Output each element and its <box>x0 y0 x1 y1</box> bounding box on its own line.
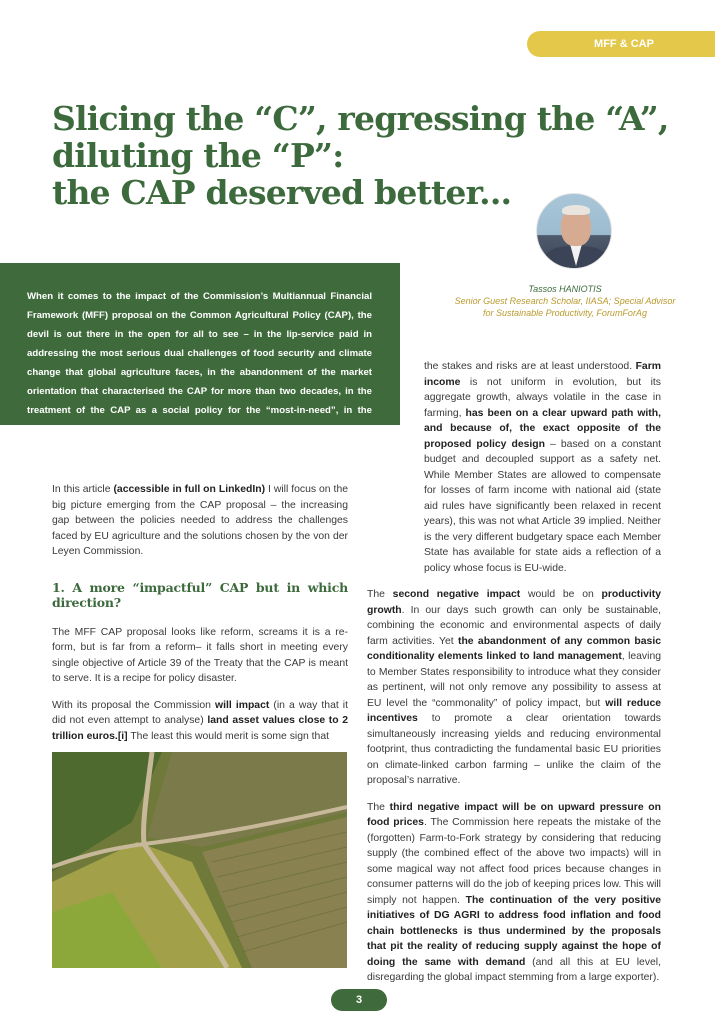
text: With its proposal the Commission <box>52 699 215 711</box>
text: would be on <box>520 589 602 600</box>
text: The <box>367 801 390 813</box>
section-heading-1: 1. A more “impactful” CAP but in which direction? <box>52 579 348 610</box>
author-portrait <box>536 193 612 269</box>
intro-paragraph <box>52 482 348 560</box>
bold-text: the abandonment of any common basic conditionality elements linked to land management <box>367 635 662 662</box>
left-column <box>52 482 348 755</box>
text: I will focus on the big picture emerging from the CAP proposal – the increasing gap between the policies needed to address the challenges faced by EU agriculture and the solutions chosen by the von der Leyen Commission. <box>52 484 348 557</box>
paragraph <box>367 359 661 576</box>
author-byline <box>440 283 690 319</box>
paragraph <box>367 587 661 789</box>
text: In this article <box>52 484 114 495</box>
title-line-1: Slicing the “C”, regressing the “A”, <box>52 99 669 138</box>
bold-text: The continuation of the very positive initiatives of DG AGRI to address food inflation and food chain bottlenecks is thus undermined by the proposals that pit the reality of reducing supply against the hope of doing the same with demand <box>367 894 662 968</box>
lead-paragraph: When it comes to the impact of the Commission’s Multiannual Financial Framework (MFF) proposal on the Common Agricultural Policy (CAP), the devil is out there in the open for all to see – in the lip-service paid in addressing the most serious dual challenges of food security and climate change that global agriculture faces, in the abandonment of the market orientation that characterised the CAP for more than two decades, in the treatment of the CAP as a social policy for the “most-in-need”, in the absence of any analysis accompanying the proposal; the list could go on... <box>0 263 400 425</box>
bold-text: Farm income <box>424 361 661 388</box>
page-number: 3 <box>331 989 387 1011</box>
paragraph: The MFF CAP proposal looks like reform, screams it is a re-form, but is far from a reform– it falls short in meeting every single objective of Article 39 of the Treaty that the CAP is meant to serve. It is a recipe for policy disaster. <box>52 626 348 684</box>
article-title <box>52 99 669 212</box>
bold-text: will reduce incentives <box>367 697 661 724</box>
text: is not uniform in evolution, but its aggregate growth, always volatile in the case in farming, <box>424 376 661 419</box>
bold-text: will impact <box>215 699 270 711</box>
author-role-line-2: for Sustainable Productivity, ForumForAg <box>483 308 647 318</box>
linkedin-reference: (accessible in full on LinkedIn) <box>113 484 266 495</box>
text: to promote a clear orientation towards simultaneously increasing yields and reducing environmental footprint, thus contradicting the fundamental basic EU priorities on climate-linked carbon farming – unlike the claim of the proposal’s narrative. <box>367 713 661 786</box>
portrait-hair <box>562 205 590 215</box>
text: The <box>367 589 393 600</box>
text: – based on a constant budget and decoupled support as a safety net. While Member States are allowed to compensate for losses of farm income with national aid (state aid rules have significantly been relaxed in recent years), this was not what Article 39 implied. Neither is the very different budgetary space each Member State has available for state aids a reflection of a policy whose focus is EU-wide. <box>424 438 662 574</box>
paragraph <box>367 800 661 986</box>
author-name: Tassos HANIOTIS <box>528 284 602 294</box>
bold-text: second negative impact <box>392 589 521 600</box>
bold-text: has been on a clear upward path with, and because of, the exact opposite of the proposed policy design <box>424 407 661 450</box>
paragraph <box>52 698 348 745</box>
text: , leaving to Member States responsibility to introduce what they consider as pertinent, will not only remove any possibility to assess at EU level the “commonality” of policy impact, but <box>367 651 661 709</box>
right-column <box>367 359 661 997</box>
bold-text: land asset values close to 2 trillion euros.[i] <box>52 715 349 742</box>
author-role-line-1: Senior Guest Research Scholar, IIASA; Special Advisor <box>454 296 676 306</box>
title-line-2: diluting the “P”: <box>52 136 344 175</box>
text: . In our days such growth can only be sustainable, combining the economic and environmental aspects of daily farm activities. Yet <box>367 604 661 647</box>
bold-text: productivity growth <box>367 589 661 616</box>
text: (in a way that it did not even attempt to analyse) <box>52 699 349 726</box>
bold-text: third negative impact will be on upward pressure on food prices <box>367 801 661 828</box>
title-line-3: the CAP deserved better... <box>52 173 512 212</box>
section-tag: MFF & CAP <box>527 31 715 57</box>
text: (and all this at EU level, disregarding the global impact stemming from a large exporter). <box>367 956 661 983</box>
text: the stakes and risks are at least understood. <box>424 361 636 372</box>
text: . The Commission here repeats the mistake of the (forgotten) Farm-to-Fork strategy by considering that reducing supply (the combined effect of the above two impacts) will in some magical way not affect food prices because changes in consumer patterns will do the job of keeping prices low. This will simply not happen. <box>367 817 661 906</box>
text: The least this would merit is some sign that <box>127 730 329 742</box>
aerial-farmland-photo <box>52 752 347 968</box>
